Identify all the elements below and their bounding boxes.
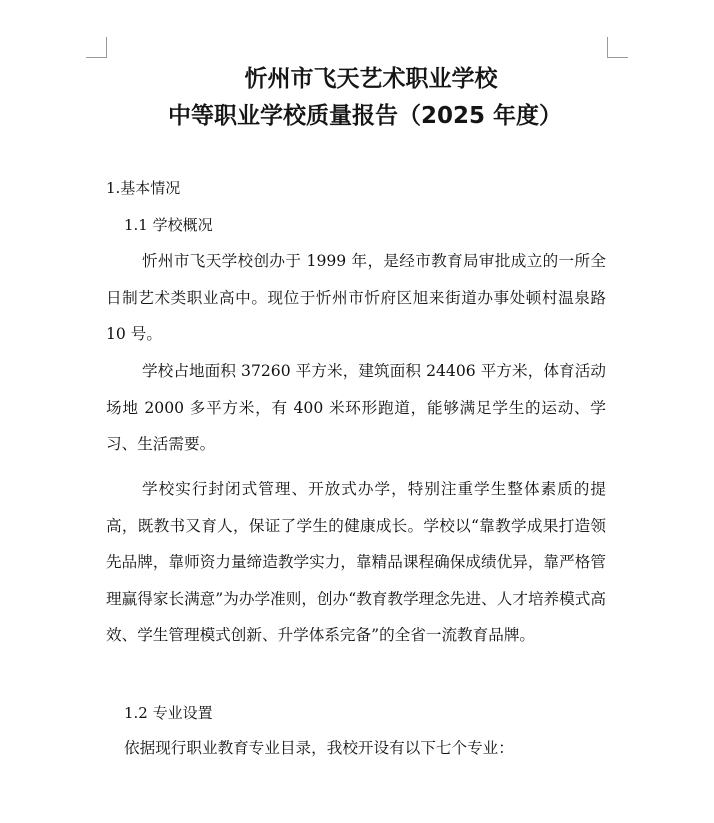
paragraph-campus-area: 学校占地面积 37260 平方米，建筑面积 24406 平方米，体育活动场地 2000 多平方米，有 400 米环形跑道，能够满足学生的运动、学习、生活需要。 xyxy=(106,362,606,454)
paragraph-majors-intro: 依据现行职业教育专业目录，我校开设有以下七个专业： xyxy=(124,739,514,757)
document-title: 忻州市飞天艺术职业学校 xyxy=(244,66,498,92)
paragraph-management-philosophy: 学校实行封闭式管理、开放式办学，特别注重学生整体素质的提高，既教书又育人，保证了学生的健康成长。学校以“靠教学成果打造领先品牌，靠师资力量缔造教学实力，靠精品课程确保成绩优异，靠严格管理赢得家长满意”为办学准则，创办“教育教学理念先进、人才培养模式高效、学生管理模式创新、升学体系完备”的全省一流教育品牌。 xyxy=(106,480,606,645)
subsection-heading-school-overview: 1.1 学校概况 xyxy=(124,216,213,234)
document-subtitle: 中等职业学校质量报告（2025 年度） xyxy=(167,103,563,129)
section-heading-basic-info: 1.基本情况 xyxy=(106,179,181,197)
paragraph-school-founding: 忻州市飞天学校创办于 1999 年，是经市教育局审批成立的一所全日制艺术类职业高中。现位于忻州市忻府区旭来街道办事处顿村温泉路 10 号。 xyxy=(106,252,606,344)
margin-corner-mark-top-right xyxy=(607,37,628,58)
subsection-heading-majors: 1.2 专业设置 xyxy=(124,704,213,722)
margin-corner-mark-top-left xyxy=(86,37,107,58)
